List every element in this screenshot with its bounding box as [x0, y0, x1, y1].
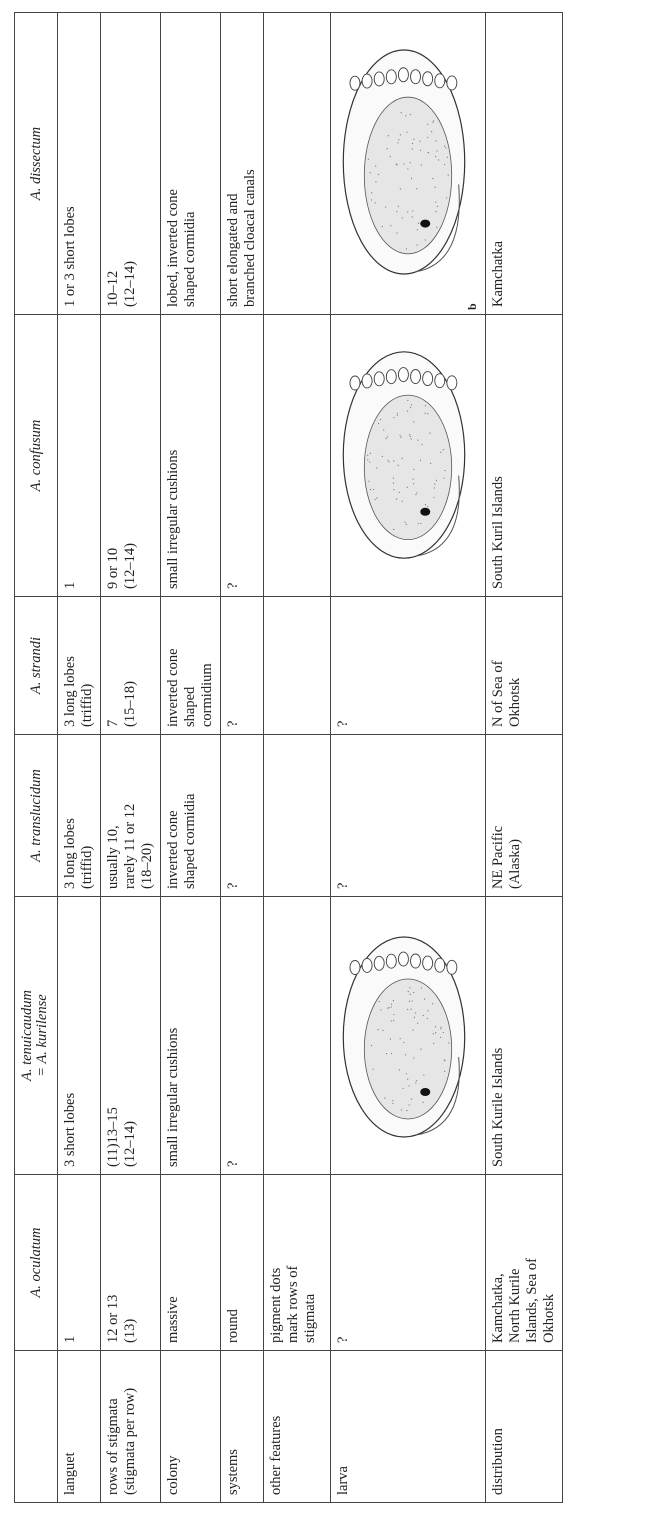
cell-distribution-strandi: [486, 597, 563, 735]
cell-text-line: North Kurile: [507, 1268, 523, 1343]
cell-systems-oculatum: [221, 1175, 264, 1351]
cell-text-line: 3 long lobes: [62, 656, 78, 727]
row-label-languet: [58, 1351, 101, 1503]
header-translucidum: A. translucidum: [15, 735, 58, 897]
row-label-colony: [161, 1351, 221, 1503]
cell-distribution-confusum: [486, 315, 563, 597]
cell-text-line: inverted cone: [165, 648, 181, 727]
cell-languet-confusum: [58, 315, 101, 597]
cell-text-line: ?: [225, 582, 241, 589]
cell-text-line: 3 short lobes: [62, 1092, 78, 1167]
larva-drawing-tenuicaudum: [335, 920, 473, 1170]
cell-text-line: inverted cone: [165, 810, 181, 889]
row-label-line: other features: [268, 1415, 284, 1495]
cell-text-line: 7: [105, 719, 121, 727]
cell-text-line: (12–14): [122, 1121, 138, 1167]
cell-text-line: (triffid): [79, 845, 95, 889]
cell-text-line: Okhotsk: [541, 1293, 557, 1343]
cell-text-line: cormidium: [199, 663, 215, 727]
header-oculatum: A. oculatum: [15, 1175, 58, 1351]
larva-drawing-confusum: [335, 334, 473, 592]
cell-distribution-translucidum: [486, 735, 563, 897]
cell-rows-of-stigmata-strandi: [101, 597, 161, 735]
cell-larva-oculatum: [331, 1175, 486, 1351]
header-empty: [15, 1351, 58, 1503]
cell-systems-dissectum: [221, 13, 264, 315]
cell-systems-confusum: [221, 315, 264, 597]
cell-languet-tenuicaudum: [58, 897, 101, 1175]
row-label-line: (stigmata per row): [122, 1387, 138, 1495]
cell-colony-oculatum: [161, 1175, 221, 1351]
row-label-larva: [331, 1351, 486, 1503]
cell-larva-strandi: [331, 597, 486, 735]
row-distribution: [486, 13, 563, 1503]
cell-text-line: Kamchatka: [490, 240, 506, 307]
cell-other-features-strandi: [264, 597, 331, 735]
cell-text-line: branched cloacal canals: [242, 169, 258, 307]
row-systems: [221, 13, 264, 1503]
row-label-line: colony: [165, 1455, 181, 1495]
cell-text-line: South Kuril Islands: [490, 476, 506, 589]
header-strandi: A. strandi: [15, 597, 58, 735]
row-colony: [161, 13, 221, 1503]
cell-text-line: (15–18): [122, 681, 138, 727]
cell-text-line: 12 or 13: [105, 1294, 121, 1343]
cell-colony-dissectum: [161, 13, 221, 315]
cell-distribution-oculatum: [486, 1175, 563, 1351]
cell-text-line: ?: [225, 1160, 241, 1167]
header-row: [15, 13, 58, 1503]
cell-languet-translucidum: [58, 735, 101, 897]
cell-colony-tenuicaudum: [161, 897, 221, 1175]
cell-text-line: small irregular cushions: [165, 449, 181, 589]
cell-text-line: 9 or 10: [105, 547, 121, 589]
cell-text-line: ?: [225, 720, 241, 727]
cell-systems-translucidum: [221, 735, 264, 897]
larva-drawing-dissectum: [335, 30, 473, 310]
header-tenuicaudum: [15, 897, 58, 1175]
cell-languet-oculatum: [58, 1175, 101, 1351]
row-label-line: distribution: [490, 1428, 506, 1495]
row-languet: [58, 13, 101, 1503]
cell-text-line: Okhotsk: [507, 677, 523, 727]
cell-rows-of-stigmata-tenuicaudum: [101, 897, 161, 1175]
cell-systems-strandi: [221, 597, 264, 735]
cell-other-features-confusum: [264, 315, 331, 597]
cell-text-line: 1: [62, 581, 78, 589]
cell-text-line: round: [225, 1309, 241, 1343]
species-comparison-table: [14, 12, 563, 1503]
cell-distribution-tenuicaudum: [486, 897, 563, 1175]
header-dissectum: A. dissectum: [15, 13, 58, 315]
cell-languet-dissectum: [58, 13, 101, 315]
cell-other-features-tenuicaudum: [264, 897, 331, 1175]
cell-rows-of-stigmata-confusum: [101, 315, 161, 597]
cell-text-line: (11)13–15: [105, 1107, 121, 1167]
cell-distribution-dissectum: [486, 13, 563, 315]
row-label-line: larva: [335, 1466, 351, 1495]
larva-panel-label: b: [465, 303, 479, 310]
cell-text-line: shaped cormidia: [182, 793, 198, 889]
cell-text-line: massive: [165, 1296, 181, 1343]
cell-text-line: shaped: [182, 686, 198, 727]
cell-text-line: shaped cormidia: [182, 211, 198, 307]
cell-text-line: mark rows of: [285, 1265, 301, 1343]
cell-larva-confusum: [331, 315, 486, 597]
cell-text-line: South Kurile Islands: [490, 1047, 506, 1167]
cell-text-line: 1 or 3 short lobes: [62, 206, 78, 307]
cell-text-line: 1: [62, 1335, 78, 1343]
row-label-line: rows of stigmata: [105, 1398, 121, 1495]
cell-text-line: (18–20): [139, 843, 155, 889]
cell-languet-strandi: [58, 597, 101, 735]
row-label-line: languet: [62, 1452, 78, 1495]
cell-text-line: ?: [225, 882, 241, 889]
row-label-systems: [221, 1351, 264, 1503]
cell-text-line: stigmata: [302, 1293, 318, 1343]
row-label-rows-of-stigmata: [101, 1351, 161, 1503]
cell-text-line: (12–14): [122, 543, 138, 589]
cell-rows-of-stigmata-oculatum: [101, 1175, 161, 1351]
header-kurilense-name: = A. kurilense: [34, 994, 50, 1077]
header-confusum: A. confusum: [15, 315, 58, 597]
cell-text-line: usually 10,: [105, 825, 121, 889]
cell-text-line: short elongated and: [225, 193, 241, 307]
cell-text-line: pigment dots: [268, 1267, 284, 1343]
cell-systems-tenuicaudum: [221, 897, 264, 1175]
cell-rows-of-stigmata-translucidum: [101, 735, 161, 897]
row-label-distribution: [486, 1351, 563, 1503]
cell-larva-dissectum: [331, 13, 486, 315]
row-label-line: systems: [225, 1449, 241, 1495]
cell-text-line: (12–14): [122, 261, 138, 307]
cell-text-line: rarely 11 or 12: [122, 803, 138, 889]
cell-text-line: 10–12: [105, 270, 121, 307]
row-other-features: [264, 13, 331, 1503]
cell-rows-of-stigmata-dissectum: [101, 13, 161, 315]
cell-text-line: 3 long lobes: [62, 818, 78, 889]
cell-colony-confusum: [161, 315, 221, 597]
cell-text-line: (triffid): [79, 683, 95, 727]
row-rows-of-stigmata: [101, 13, 161, 1503]
cell-text-line: ?: [335, 1336, 351, 1343]
cell-text-line: lobed, inverted cone: [165, 189, 181, 307]
cell-colony-strandi: [161, 597, 221, 735]
row-larva: [331, 13, 486, 1503]
cell-other-features-translucidum: [264, 735, 331, 897]
cell-text-line: Kamchatka,: [490, 1273, 506, 1343]
cell-text-line: NE Pacific: [490, 825, 506, 889]
cell-text-line: (Alaska): [507, 839, 523, 889]
cell-other-features-dissectum: [264, 13, 331, 315]
cell-text-line: small irregular cushions: [165, 1027, 181, 1167]
cell-text-line: Islands, Sea of: [524, 1258, 540, 1343]
cell-larva-translucidum: [331, 735, 486, 897]
cell-text-line: ?: [335, 882, 351, 889]
cell-text-line: N of Sea of: [490, 660, 506, 727]
cell-text-line: (13): [122, 1318, 138, 1343]
cell-other-features-oculatum: [264, 1175, 331, 1351]
cell-colony-translucidum: [161, 735, 221, 897]
header-tenuicaudum-name: A. tenuicaudum: [19, 990, 35, 1082]
cell-text-line: ?: [335, 720, 351, 727]
cell-larva-tenuicaudum: [331, 897, 486, 1175]
row-label-other-features: [264, 1351, 331, 1503]
